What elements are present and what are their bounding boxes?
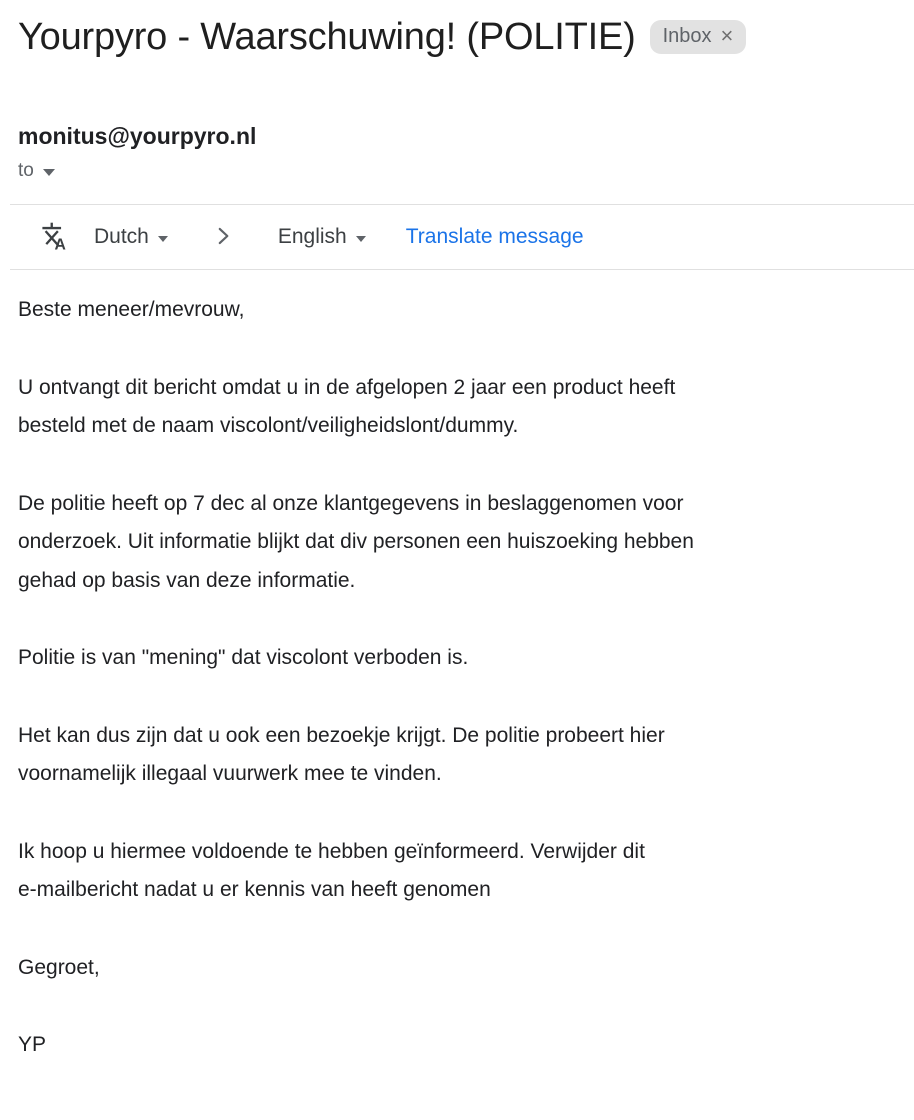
source-language-select[interactable] <box>94 225 168 249</box>
body-paragraph: Politie is van "mening" dat viscolont verboden is. <box>18 646 469 669</box>
inbox-label-text: Inbox <box>662 25 712 47</box>
body-paragraph: Beste meneer/mevrouw, <box>18 298 245 321</box>
body-paragraph: Gegroet, <box>18 955 100 979</box>
chevron-down-icon <box>356 236 366 242</box>
body-paragraph: De politie heeft op 7 dec al onze klantgegevens in beslaggenomen voor onderzoek. Uit informatie blijkt dat div personen een huiszoeking hebben gehad op basis van deze informatie. <box>18 491 694 592</box>
recipient-details-toggle[interactable] <box>18 160 896 182</box>
body-paragraph: Het kan dus zijn dat u ook een bezoekje krijgt. De politie probeert hier voornamelijk illegaal vuurwerk mee te vinden. <box>18 723 665 785</box>
sender-email[interactable]: monitus@yourpyro.nl <box>18 123 257 149</box>
source-language-label: Dutch <box>94 225 149 248</box>
remove-label-icon[interactable]: × <box>720 23 734 48</box>
translate-icon <box>41 222 69 255</box>
body-paragraph: Ik hoop u hiermee voldoende te hebben geïnformeerd. Verwijder dit e-mailbericht nadat u er kennis van heeft genomen <box>18 839 645 901</box>
sender-block <box>0 123 914 182</box>
body-paragraph: U ontvangt dit bericht omdat u in de afgelopen 2 jaar een product heeft besteld met de naam viscolont/veiligheidslont/dummy. <box>18 375 676 437</box>
inbox-label-chip[interactable] <box>650 20 747 54</box>
target-language-select[interactable] <box>278 225 366 249</box>
email-subject: Yourpyro - Waarschuwing! (POLITIE) <box>18 16 636 58</box>
svg-text:A: A <box>54 235 66 250</box>
chevron-down-icon <box>43 169 55 176</box>
translate-message-link[interactable]: Translate message <box>405 225 584 248</box>
chevron-down-icon <box>158 236 168 242</box>
target-language-label: English <box>277 225 347 248</box>
to-label: to <box>18 160 34 181</box>
email-body <box>0 270 914 1065</box>
body-paragraph: YP <box>18 1033 47 1056</box>
translate-bar <box>10 204 914 270</box>
arrow-right-icon <box>210 223 236 254</box>
subject-row <box>0 0 914 59</box>
